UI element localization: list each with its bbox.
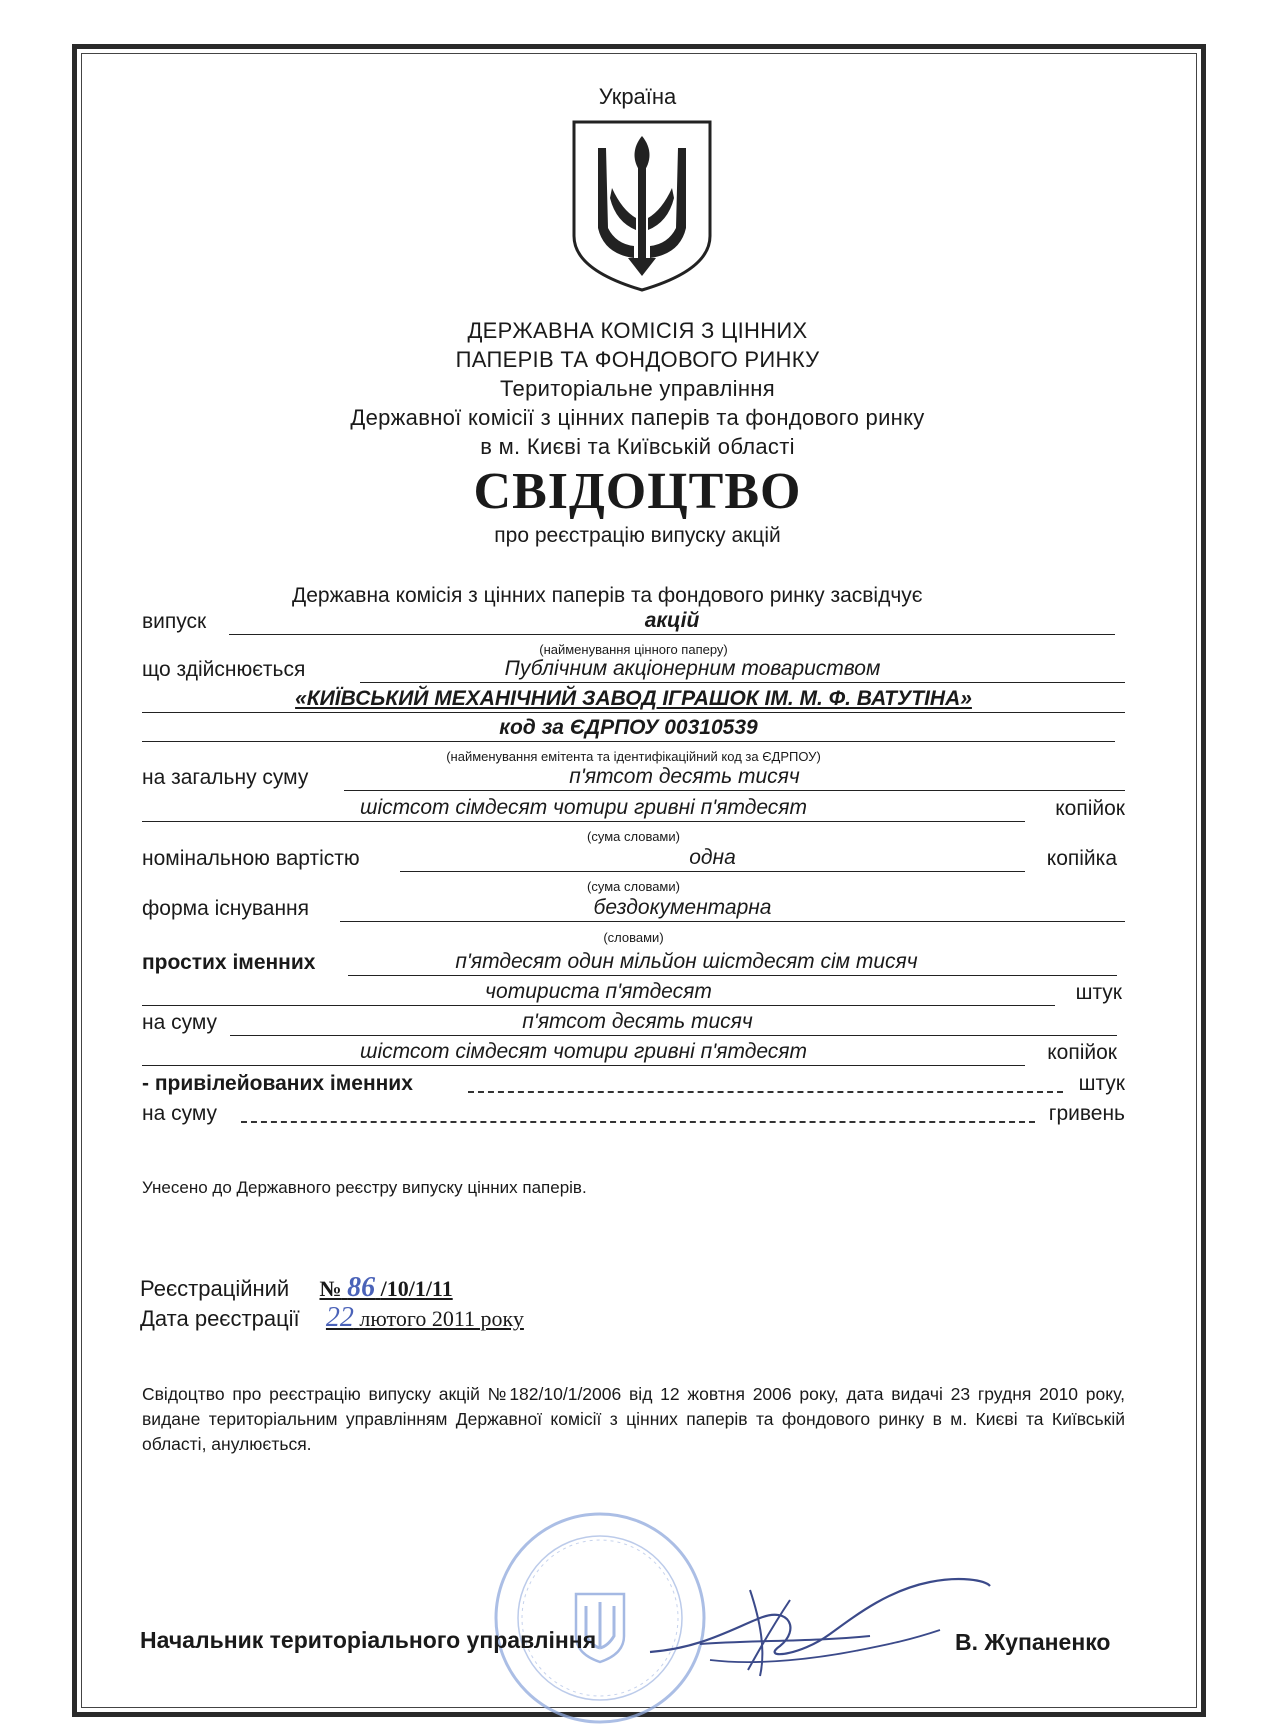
preferred-row — [142, 1070, 1125, 1100]
commission-name-line1: ДЕРЖАВНА КОМІСІЯ З ЦІННИХ — [467, 318, 808, 343]
form-hint: (словами) — [603, 930, 664, 945]
total-label: на загальну суму — [142, 766, 309, 789]
issue-hint: (найменування цінного паперу) — [539, 642, 728, 657]
issuer-code: код за ЄДРПОУ 00310539 — [499, 716, 758, 739]
department-line1: Територіальне управління — [500, 376, 775, 401]
nominal-unit: копійка — [1046, 847, 1117, 870]
underline — [360, 682, 1125, 683]
commission-name-line2: ПАПЕРІВ ТА ФОНДОВОГО РИНКУ — [455, 347, 820, 372]
common-sum-row-2 — [142, 1039, 1125, 1069]
issuer-row-1 — [142, 656, 1125, 686]
country-name: Україна — [598, 84, 677, 109]
issuer-row-2 — [142, 686, 1125, 716]
document-title: СВІДОЦТВО — [473, 463, 802, 520]
issuer-label: що здійснюється — [142, 658, 306, 681]
department-line2: Державної комісії з цінних паперів та фондового ринку — [350, 405, 925, 430]
total-value-1: п'ятсот десять тисяч — [569, 765, 800, 788]
underline — [230, 1035, 1117, 1036]
document-subtitle: про реєстрацію випуску акцій — [494, 524, 781, 547]
common-unit: штук — [1075, 981, 1122, 1004]
dashed-line — [241, 1121, 1035, 1123]
nominal-hint: (сума словами) — [587, 879, 680, 894]
issuer-value-2: «КИЇВСЬКИЙ МЕХАНІЧНИЙ ЗАВОД ІГРАШОК ІМ. М. Ф. ВАТУТІНА» — [295, 687, 972, 710]
common-sum-value-2: шістсот сімдесят чотири гривні п'ятдесят — [360, 1040, 807, 1063]
underline — [142, 821, 1025, 822]
preferred-unit: штук — [1078, 1072, 1125, 1095]
nominal-value: одна — [689, 846, 736, 869]
underline — [400, 871, 1025, 872]
signatory-position: Начальник територіального управління — [140, 1627, 597, 1653]
department-line3: в м. Києві та Київській області — [480, 434, 795, 459]
issue-row — [142, 608, 1125, 638]
registry-entry-note: Унесено до Державного реєстру випуску цінних паперів. — [142, 1178, 587, 1197]
form-label: форма існування — [142, 897, 310, 920]
underline — [340, 921, 1125, 922]
common-row-2 — [142, 979, 1125, 1009]
registration-date-row — [140, 1302, 524, 1334]
number-suffix: /10/1/11 — [380, 1276, 453, 1301]
common-label: простих іменних — [142, 951, 316, 974]
underline — [344, 790, 1125, 791]
handwritten-day: 22 — [325, 1302, 354, 1333]
common-sum-label: на суму — [142, 1011, 218, 1034]
issuer-value-1: Публічним акціонерним товариством — [504, 657, 881, 680]
registration-number — [319, 1272, 453, 1303]
common-row-1 — [142, 949, 1125, 979]
underline — [229, 634, 1115, 635]
common-value-2: чотириста п'ятдесят — [485, 980, 712, 1003]
total-hint: (сума словами) — [587, 829, 680, 844]
dashed-line — [468, 1091, 1063, 1093]
form-row — [142, 895, 1125, 925]
trident-emblem-icon — [570, 118, 714, 294]
total-unit: копійок — [1055, 797, 1125, 820]
total-value-2: шістсот сімдесят чотири гривні п'ятдесят — [360, 796, 807, 819]
nominal-label: номінальною вартістю — [142, 847, 360, 870]
issue-value: акцій — [644, 609, 700, 632]
annulment-paragraph: Свідоцтво про реєстрацію випуску акцій №182/10/1/2006 від 12 жовтня 2006 року, дата видачі 23 грудня 2010 року, видане територіальним управлінням Державної комісії з цінних паперів та фондового ринку в м. Києві та Київській області, анулюється. — [142, 1384, 1125, 1454]
underline — [142, 712, 1125, 713]
preferred-sum-unit: гривень — [1048, 1102, 1125, 1125]
signatory-name: В. Жупаненко — [955, 1629, 1111, 1655]
issuer-row-3 — [142, 715, 1125, 745]
common-sum-row-1 — [142, 1009, 1125, 1039]
issue-label: випуск — [142, 610, 207, 633]
issuer-hint: (найменування емітента та ідентифікаційний код за ЄДРПОУ) — [446, 749, 821, 764]
preferred-label: - привілейованих іменних — [142, 1072, 413, 1095]
registration-date-label: Дата реєстрації — [140, 1306, 300, 1331]
registration-date — [325, 1302, 524, 1333]
total-row-1 — [142, 764, 1125, 794]
form-value: бездокументарна — [593, 896, 772, 919]
underline — [142, 1005, 1055, 1006]
total-row-2 — [142, 795, 1125, 825]
preferred-sum-row — [142, 1100, 1125, 1130]
registration-number-label: Реєстраційний — [140, 1276, 290, 1301]
underline — [142, 1065, 1025, 1066]
preferred-sum-label: на суму — [142, 1102, 218, 1125]
intro-text: Державна комісія з цінних паперів та фондового ринку засвідчує — [292, 584, 923, 607]
registration-number-row — [140, 1272, 453, 1304]
number-sign: № — [319, 1276, 342, 1301]
handwritten-signature-icon — [640, 1560, 1000, 1680]
common-sum-value-1: п'ятсот десять тисяч — [522, 1010, 753, 1033]
handwritten-number: 86 — [347, 1272, 376, 1303]
common-sum-unit: копійок — [1047, 1041, 1117, 1064]
underline — [142, 741, 1115, 742]
underline — [348, 975, 1117, 976]
common-value-1: п'ятдесят один мільйон шістдесят сім тисяч — [455, 950, 918, 973]
date-suffix: лютого 2011 року — [359, 1306, 524, 1331]
nominal-row — [142, 845, 1125, 875]
